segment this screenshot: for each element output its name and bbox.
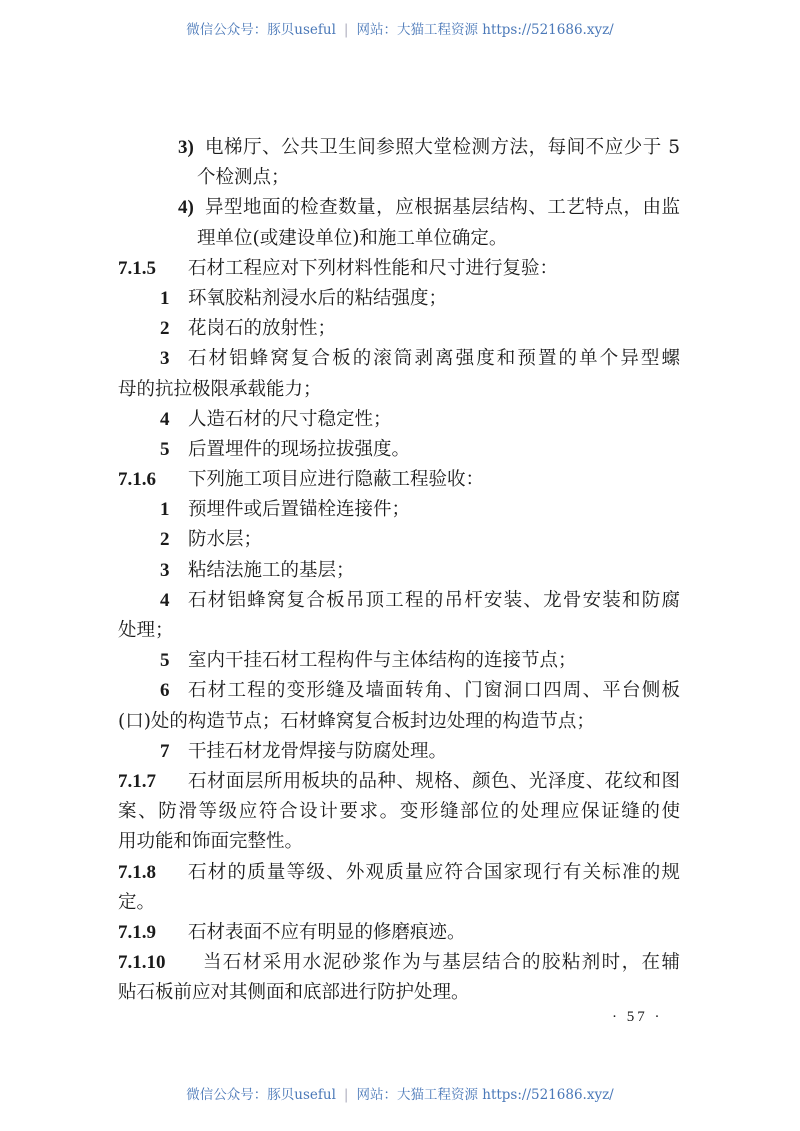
text-line bbox=[0, 163, 800, 193]
watermark-website: 网站：大猫工程资源 https://521686.xyz/ bbox=[356, 22, 614, 38]
paragraph-text: 干挂石材龙骨焊接与防腐处理。 bbox=[188, 740, 448, 762]
watermark-footer bbox=[0, 1083, 800, 1103]
text-line bbox=[0, 767, 800, 797]
text-line bbox=[0, 888, 800, 918]
text-line bbox=[0, 797, 800, 827]
paragraph-text: 电梯厅、公共卫生间参照大堂检测方法，每间不应少于 5 bbox=[205, 137, 680, 158]
watermark-separator: | bbox=[343, 22, 349, 38]
paragraph-text: 石材面层所用板块的品种、规格、颜色、光泽度、花纹和图 bbox=[188, 770, 680, 792]
item-number: 3 bbox=[160, 559, 170, 581]
item-number: 7.1.5 bbox=[118, 257, 156, 279]
paragraph-text: 花岗石的放射性； bbox=[188, 318, 337, 340]
document-body bbox=[0, 133, 800, 1008]
paragraph-text: 粘结法施工的基层； bbox=[188, 559, 355, 581]
item-number: 7.1.6 bbox=[118, 469, 156, 491]
clause-paragraph bbox=[0, 465, 800, 495]
item-number: 5 bbox=[160, 650, 170, 672]
text-line bbox=[0, 525, 800, 555]
paragraph-text: 防水层； bbox=[188, 529, 263, 551]
item-number: 4 bbox=[160, 589, 170, 611]
item-number: 2 bbox=[160, 318, 170, 340]
item-number: 3) bbox=[178, 137, 194, 158]
paragraph-text: 石材的质量等级、外观质量应符合国家现行有关标准的规 bbox=[188, 861, 680, 883]
paragraph-text: 石材表面不应有明显的修磨痕迹。 bbox=[188, 921, 466, 943]
item-number: 3 bbox=[160, 348, 170, 370]
list-item bbox=[0, 646, 800, 676]
item-number: 5 bbox=[160, 438, 170, 460]
item-number: 7.1.7 bbox=[118, 770, 156, 792]
paragraph-text: 定。 bbox=[118, 891, 156, 913]
text-line bbox=[0, 616, 800, 646]
text-line bbox=[0, 344, 800, 374]
list-item bbox=[0, 284, 800, 314]
paragraph-text: 石材工程应对下列材料性能和尺寸进行复验： bbox=[188, 257, 559, 279]
item-number: 4) bbox=[178, 197, 194, 219]
text-line bbox=[0, 918, 800, 948]
paragraph-text: 石材铝蜂窝复合板吊顶工程的吊杆安装、龙骨安装和防腐 bbox=[188, 589, 680, 611]
watermark-header bbox=[0, 18, 800, 38]
paragraph-text: 贴石板前应对其侧面和底部进行防护处理。 bbox=[118, 982, 470, 1004]
text-line bbox=[0, 224, 800, 254]
clause-paragraph bbox=[0, 767, 800, 858]
text-line bbox=[0, 707, 800, 737]
item-number: 6 bbox=[160, 680, 170, 702]
paragraph-text: 下列施工项目应进行隐蔽工程验收： bbox=[188, 469, 485, 491]
paragraph-text: 当石材采用水泥砂浆作为与基层结合的胶粘剂时，在辅 bbox=[203, 952, 680, 974]
paragraph-text: 母的抗拉极限承载能力； bbox=[118, 378, 322, 400]
clause-paragraph bbox=[0, 254, 800, 284]
list-item bbox=[0, 737, 800, 767]
text-line bbox=[0, 827, 800, 857]
paragraph-text: 处理； bbox=[118, 620, 174, 641]
text-line bbox=[0, 314, 800, 344]
text-line bbox=[0, 948, 800, 978]
paragraph-text: 环氧胶粘剂浸水后的粘结强度； bbox=[188, 287, 448, 309]
text-line bbox=[0, 737, 800, 767]
paragraph-text: 理单位(或建设单位)和施工单位确定。 bbox=[197, 227, 508, 249]
item-number: 7 bbox=[160, 740, 170, 762]
text-line bbox=[0, 254, 800, 284]
item-number: 7.1.9 bbox=[118, 921, 156, 943]
text-line bbox=[0, 586, 800, 616]
item-number: 1 bbox=[160, 499, 170, 521]
text-line bbox=[0, 375, 800, 405]
item-number: 4 bbox=[160, 408, 170, 430]
watermark-wechat: 微信公众号：豚贝useful bbox=[186, 1087, 336, 1103]
list-item bbox=[0, 314, 800, 344]
text-line bbox=[0, 556, 800, 586]
watermark-website: 网站：大猫工程资源 https://521686.xyz/ bbox=[356, 1087, 614, 1103]
page-number: · 57 · bbox=[612, 1009, 663, 1025]
list-item bbox=[0, 525, 800, 555]
item-number: 7.1.10 bbox=[118, 952, 166, 974]
list-item bbox=[0, 495, 800, 525]
paragraph-text: 石材工程的变形缝及墙面转角、门窗洞口四周、平台侧板 bbox=[188, 680, 680, 702]
text-line bbox=[0, 193, 800, 223]
list-item bbox=[0, 586, 800, 646]
clause-paragraph bbox=[0, 918, 800, 948]
list-item bbox=[0, 193, 800, 253]
text-line bbox=[0, 133, 800, 163]
item-number: 7.1.8 bbox=[118, 861, 156, 883]
paragraph-text: (口)处的构造节点；石材蜂窝复合板封边处理的构造节点； bbox=[118, 710, 595, 732]
watermark-wechat: 微信公众号：豚贝useful bbox=[186, 22, 336, 38]
item-number: 1 bbox=[160, 287, 170, 309]
item-number: 2 bbox=[160, 529, 170, 551]
list-item bbox=[0, 344, 800, 404]
clause-paragraph bbox=[0, 858, 800, 918]
text-line bbox=[0, 284, 800, 314]
paragraph-text: 石材铝蜂窝复合板的滚筒剥离强度和预置的单个异型螺 bbox=[188, 348, 680, 370]
paragraph-text: 用功能和饰面完整性。 bbox=[118, 831, 304, 853]
text-line bbox=[0, 858, 800, 888]
text-line bbox=[0, 495, 800, 525]
paragraph-text: 个检测点； bbox=[197, 167, 290, 189]
list-item bbox=[0, 133, 800, 193]
list-item bbox=[0, 676, 800, 736]
paragraph-text: 室内干挂石材工程构件与主体结构的连接节点； bbox=[188, 650, 577, 672]
paragraph-text: 预埋件或后置锚栓连接件； bbox=[188, 499, 411, 521]
watermark-separator: | bbox=[343, 1087, 349, 1103]
text-line bbox=[0, 676, 800, 706]
text-line bbox=[0, 405, 800, 435]
text-line bbox=[0, 978, 800, 1008]
text-line bbox=[0, 465, 800, 495]
paragraph-text: 异型地面的检查数量，应根据基层结构、工艺特点，由监 bbox=[205, 197, 680, 219]
paragraph-text: 人造石材的尺寸稳定性； bbox=[188, 408, 392, 430]
paragraph-text: 案、防滑等级应符合设计要求。变形缝部位的处理应保证缝的使 bbox=[118, 801, 680, 823]
paragraph-text: 后置埋件的现场拉拔强度。 bbox=[188, 438, 411, 460]
list-item bbox=[0, 435, 800, 465]
list-item bbox=[0, 556, 800, 586]
text-line bbox=[0, 646, 800, 676]
text-line bbox=[0, 435, 800, 465]
clause-paragraph bbox=[0, 948, 800, 1008]
list-item bbox=[0, 405, 800, 435]
